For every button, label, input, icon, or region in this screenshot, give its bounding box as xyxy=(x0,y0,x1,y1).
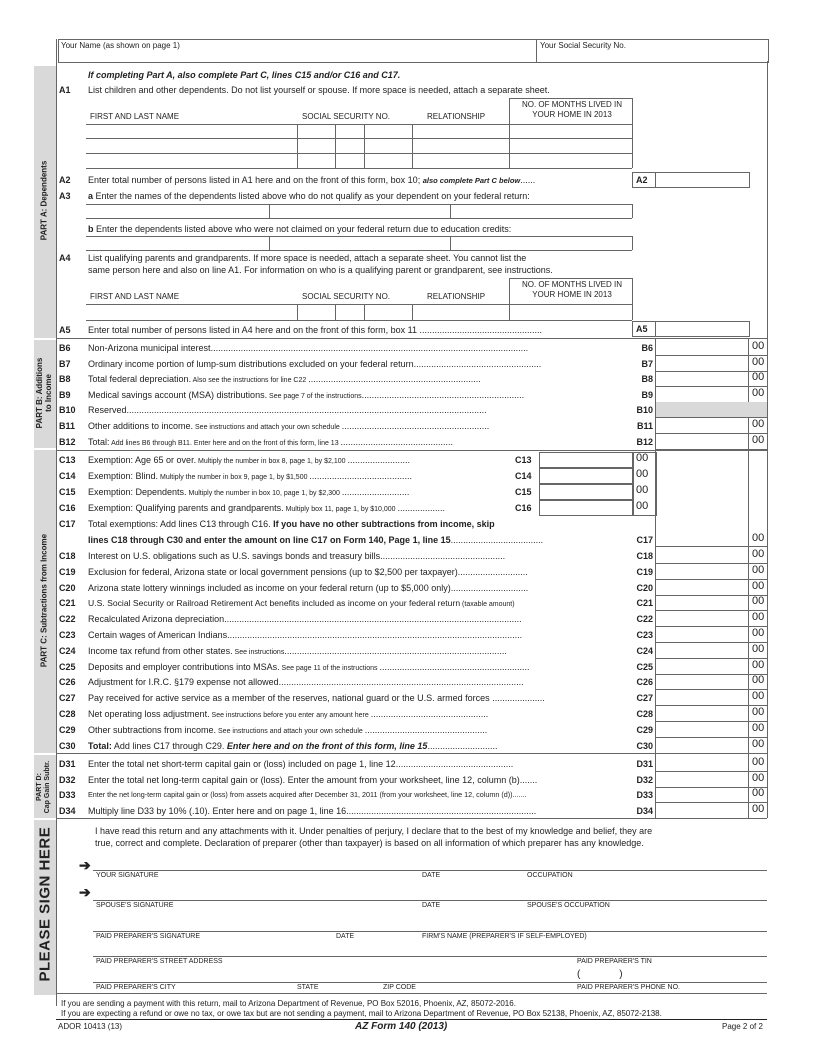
line-amount[interactable] xyxy=(655,674,748,689)
line-amount[interactable] xyxy=(655,643,748,658)
line-cents: 00 xyxy=(752,611,765,624)
line-amount[interactable] xyxy=(655,787,748,802)
line-amount[interactable] xyxy=(655,772,748,787)
line-box-label: B10 xyxy=(636,405,653,416)
line-text: Adjustment for I.R.C. §179 expense not allowed.................................................................................................. xyxy=(88,677,524,688)
line-num: C28 xyxy=(59,709,76,719)
a4-col-name: FIRST AND LAST NAME xyxy=(90,292,180,301)
line-num: C26 xyxy=(59,677,76,688)
line-box-label: C19 xyxy=(636,566,653,577)
line-num: C21 xyxy=(59,598,76,609)
line-num: C20 xyxy=(59,582,76,593)
line-box-label: C28 xyxy=(636,709,653,719)
line-amount[interactable] xyxy=(655,803,748,818)
preparer-signature-label: PAID PREPARER'S SIGNATURE xyxy=(96,933,201,940)
c17-amount[interactable] xyxy=(655,530,748,546)
line-amount[interactable] xyxy=(655,564,748,579)
a5-text: Enter total number of persons listed in A4 here and on the front of this form, box 11 ................................................. xyxy=(88,325,543,335)
part-d-side xyxy=(34,755,56,818)
line-num: C19 xyxy=(59,566,76,577)
line-text: Other subtractions from income. See instructions and attach your own schedule ................................................. xyxy=(88,724,488,735)
part-c-side xyxy=(34,450,56,753)
line-box-label: D34 xyxy=(636,805,653,816)
line-text: Recalculated Arizona depreciation....................................................................................................................... xyxy=(88,614,522,625)
a2-num: A2 xyxy=(59,175,71,185)
line-text: Arizona state lottery winnings included as income on your federal return (up to $5,000 only)............................... xyxy=(88,582,529,593)
line-amount[interactable] xyxy=(655,611,748,626)
a4-col-rel: RELATIONSHIP xyxy=(427,292,486,301)
zip-label: ZIP CODE xyxy=(383,984,416,991)
line-num: C29 xyxy=(59,724,76,735)
line-box-label: C21 xyxy=(636,598,653,609)
line-cents: 00 xyxy=(752,371,765,384)
spouse-occupation-label: SPOUSE'S OCCUPATION xyxy=(527,902,610,909)
line-cents: 00 xyxy=(752,340,765,352)
line-box-label: C26 xyxy=(636,677,653,688)
line-box-label: C20 xyxy=(636,582,653,593)
a5-num: A5 xyxy=(59,325,71,335)
c30-cents: 00 xyxy=(752,738,765,750)
line-text: Exemption: Age 65 or over. Multiply the number in box 8, page 1, by $2,100 ......................... xyxy=(88,455,410,465)
preparer-tin-label: PAID PREPARER'S TIN xyxy=(577,958,652,965)
a2-box[interactable] xyxy=(632,172,750,188)
declaration: I have read this return and any attachments with it. Under penalties of perjury, I declare that to the best of my knowledge and belief, they are true, correct and complete. Declaration of preparer (other than taxpayer) is based on all information of which preparer has any knowledge. xyxy=(95,826,653,848)
a2-box-label: A2 xyxy=(636,175,648,185)
col-months-header: NO. OF MONTHS LIVED IN YOUR HOME IN 2013 xyxy=(521,100,622,119)
line-cents: 00 xyxy=(752,706,765,718)
line-num: B7 xyxy=(59,358,71,369)
a4-text-1: List qualifying parents and grandparents. If more space is needed, attach a separate sheet. You cannot list the xyxy=(88,253,527,263)
line-cents: 00 xyxy=(752,355,765,368)
phone-parens: ( ) xyxy=(577,969,623,980)
line-box-label: C18 xyxy=(636,551,653,561)
preparer-address-label: PAID PREPARER'S STREET ADDRESS xyxy=(96,958,223,965)
your-signature-label: YOUR SIGNATURE xyxy=(96,872,159,879)
line-text: Exemption: Qualifying parents and grandparents. Multiply box 11, page 1, by $10,000 ................... xyxy=(88,503,446,513)
line-cents: 00 xyxy=(636,468,649,480)
line-text: Exemption: Dependents. Multiply the number in box 10, page 1, by $2,300 ........................... xyxy=(88,487,410,497)
a2-text: Enter total number of persons listed in A1 here and on the front of this form, box 10; also complete Part C below...... xyxy=(88,175,536,185)
line-cents: 00 xyxy=(752,579,765,592)
line-num: C23 xyxy=(59,630,76,640)
line-num: D31 xyxy=(59,759,76,769)
name-label: Your Name (as shown on page 1) xyxy=(61,41,180,50)
line-text: Enter the net long-term capital gain or (loss) from assets acquired after December 31, 2011 (from your worksheet, line 12, column (d))....... xyxy=(88,790,527,799)
line-num: B8 xyxy=(59,374,71,385)
line-box-label: C13 xyxy=(515,455,532,465)
part-b-side xyxy=(34,340,56,448)
line-amount[interactable] xyxy=(655,690,748,705)
line-amount[interactable] xyxy=(655,371,748,386)
line-rule xyxy=(655,818,767,819)
form-name: AZ Form 140 (2013) xyxy=(355,1021,448,1032)
line-cents: 00 xyxy=(752,771,765,784)
line-cents: 00 xyxy=(752,756,765,768)
date-label: DATE xyxy=(422,872,441,879)
line-text: Other additions to income. See instructions and attach your own schedule ........................................................... xyxy=(88,421,490,431)
line-amount[interactable] xyxy=(655,659,748,674)
line-num: C25 xyxy=(59,661,76,672)
line-box-label: C25 xyxy=(636,661,653,672)
left-border xyxy=(56,39,57,1006)
line-cents: 00 xyxy=(752,658,765,671)
line-cents: 00 xyxy=(636,484,649,496)
line-box-label: C14 xyxy=(515,471,532,481)
line-cents: 00 xyxy=(752,595,765,608)
line-num: B11 xyxy=(59,421,76,431)
line-cents: 00 xyxy=(636,452,649,464)
a5-box[interactable] xyxy=(632,321,750,337)
col-ssn-header: SOCIAL SECURITY NO. xyxy=(302,112,391,121)
c30-text: Total: Add lines C17 through C29. Enter here and on the front of this form, line 15............................ xyxy=(88,741,498,751)
mail-refund-text: If you are expecting a refund or owe no tax, or owe tax but are not sending a payment, mail to Arizona Department of Revenue, PO Box 52138, Phoenix, AZ, 85072-2138. xyxy=(61,1009,662,1018)
line-text: Certain wages of American Indians...................................................................................................................... xyxy=(88,630,523,640)
exemption-amount[interactable] xyxy=(539,500,634,516)
sign-side xyxy=(34,820,56,995)
line-cents: 00 xyxy=(752,690,765,703)
line-cents: 00 xyxy=(752,548,765,560)
line-num: B10 xyxy=(59,405,76,416)
a3b-text: b Enter the dependents listed above who were not claimed on your federal return due to education credits: xyxy=(88,224,512,234)
part-a-intro: If completing Part A, also complete Part C, lines C15 and/or C16 and C17. xyxy=(88,70,401,80)
line-text: Enter the total net short-term capital gain or (loss) included on page 1, line 12............................................... xyxy=(88,759,514,769)
line-cents: 00 xyxy=(752,563,765,576)
c17-text-2: lines C18 through C30 and enter the amount on line C17 on Form 140, Page 1, line 15..................................... xyxy=(88,535,544,545)
spouse-signature-label: SPOUSE'S SIGNATURE xyxy=(96,902,174,909)
line-box-label: D31 xyxy=(636,759,653,769)
preparer-city-label: PAID PREPARER'S CITY xyxy=(96,984,176,991)
line-box-label: B8 xyxy=(641,374,653,385)
mail-payment-text: If you are sending a payment with this return, mail to Arizona Department of Revenue, PO Box 52016, Phoenix, AZ, 85072-2016. xyxy=(61,999,516,1008)
line-box-label: B11 xyxy=(636,421,653,431)
line-text: Pay received for active service as a member of the reserves, national guard or the U.S. armed forces ..................... xyxy=(88,693,545,704)
line-amount[interactable] xyxy=(655,722,748,737)
line-box-label: D32 xyxy=(636,774,653,785)
line-box-label: C24 xyxy=(636,645,653,656)
line-num: C18 xyxy=(59,551,76,561)
spouse-signature-field[interactable] xyxy=(93,880,413,900)
c30-amount[interactable] xyxy=(655,737,748,753)
c17-num: C17 xyxy=(59,519,76,529)
line-num: C13 xyxy=(59,455,76,465)
a4-text-2: same person here and also on line A1. For information on who is a qualifying parent or grandparent, see instructions. xyxy=(88,265,553,275)
line-amount[interactable] xyxy=(655,580,748,595)
c17-cents: 00 xyxy=(752,532,765,544)
line-amount[interactable] xyxy=(655,627,748,642)
c17-text-1: Total exemptions: Add lines C13 through C16. If you have no other subtractions from income, skip xyxy=(88,519,495,529)
form-id: ADOR 10413 (13) xyxy=(58,1022,123,1031)
a5-box-label: A5 xyxy=(636,324,648,334)
line-text: Exclusion for federal, Arizona state or local government pensions (up to $2,500 per taxpayer)............................ xyxy=(88,566,528,577)
exemption-amount[interactable] xyxy=(539,484,634,500)
line-num: B9 xyxy=(59,389,71,400)
col-rel-header: RELATIONSHIP xyxy=(427,112,486,121)
line-text: Reserved................................................................................................................................................ xyxy=(88,405,487,416)
firm-name-label: FIRM'S NAME (PREPARER'S IF SELF-EMPLOYED) xyxy=(422,933,587,940)
line-num: D32 xyxy=(59,774,76,785)
line-text: Exemption: Blind. Multiply the number in box 9, page 1, by $1,500 ......................................... xyxy=(88,471,412,481)
a1-text: List children and other dependents. Do not list yourself or spouse. If more space is needed, attach a separate sheet. xyxy=(88,85,550,95)
line-text: Multiply line D33 by 10% (.10). Enter here and on page 1, line 16............................................................................ xyxy=(88,805,537,816)
a3-text: a Enter the names of the dependents listed above who do not qualify as your dependent on your federal return: xyxy=(88,191,530,201)
exemption-amount[interactable] xyxy=(539,452,634,468)
line-cents: 00 xyxy=(752,802,765,815)
part-a-side xyxy=(34,66,56,338)
line-amount[interactable] xyxy=(655,387,748,402)
line-cents: 00 xyxy=(752,674,765,687)
line-cents: 00 xyxy=(752,642,765,655)
col-name-header: FIRST AND LAST NAME xyxy=(90,112,180,121)
line-box-label: C22 xyxy=(636,614,653,625)
line-text: Ordinary income portion of lump-sum distributions excluded on your federal return................................................... xyxy=(88,358,542,369)
arrow-icon: ➔ xyxy=(79,857,91,873)
a3-num: A3 xyxy=(59,191,71,201)
line-text: Enter the total net long-term capital gain or (loss). Enter the amount from your worksheet, line 12, column (b)....... xyxy=(88,774,538,785)
a4-num: A4 xyxy=(59,253,71,263)
line-num: B12 xyxy=(59,436,76,447)
occupation-label: OCCUPATION xyxy=(527,872,573,879)
line-num: D34 xyxy=(59,805,76,816)
c17-box-label: C17 xyxy=(636,535,653,545)
line-text: Non-Arizona municipal interest............................................................................................................................... xyxy=(88,343,529,353)
spouse-date-label: DATE xyxy=(422,902,441,909)
line-box-label: B6 xyxy=(641,343,653,353)
a4-col-ssn: SOCIAL SECURITY NO. xyxy=(302,292,391,301)
a4-col-months: NO. OF MONTHS LIVED IN YOUR HOME IN 2013 xyxy=(521,280,622,299)
reserved-shade xyxy=(656,402,767,417)
line-box-label: D33 xyxy=(636,790,653,800)
part-a-side-label: PART A: Dependents xyxy=(39,160,49,241)
line-cents: 00 xyxy=(752,787,765,799)
c30-box-label: C30 xyxy=(636,741,653,751)
line-box-label: C23 xyxy=(636,630,653,640)
part-b-side-label: PART B: Additions to Income xyxy=(35,357,53,429)
line-text: Total: Add lines B6 through B11. Enter here and on the front of this form, line 13 ............................................. xyxy=(88,436,454,447)
line-num: C16 xyxy=(59,503,76,513)
line-text: Interest on U.S. obligations such as U.S. savings bonds and treasury bills.................................................. xyxy=(88,551,506,561)
line-amount[interactable] xyxy=(655,340,748,355)
arrow-icon: ➔ xyxy=(79,884,91,900)
part-c-side-label: PART C: Subtractions from Income xyxy=(39,533,49,668)
line-text: Net operating loss adjustment. See instructions before you enter any amount here ............................................... xyxy=(88,709,489,719)
part-d-side-label: PART D: Cap Gain Subtr. xyxy=(36,760,51,814)
right-border xyxy=(767,61,768,818)
line-box-label: C15 xyxy=(515,487,532,497)
line-cents: 00 xyxy=(752,418,765,430)
line-num: C24 xyxy=(59,645,76,656)
line-text: Deposits and employer contributions into MSAs. See page 11 of the instructions ............................................................ xyxy=(88,661,530,672)
sign-side-label: PLEASE SIGN HERE xyxy=(36,826,54,982)
line-amount[interactable] xyxy=(655,434,748,449)
c30-num: C30 xyxy=(59,741,76,751)
line-num: C27 xyxy=(59,693,76,704)
exemption-amount[interactable] xyxy=(539,468,634,484)
a1-num: A1 xyxy=(59,85,71,95)
preparer-phone-label: PAID PREPARER'S PHONE NO. xyxy=(577,984,680,991)
line-box-label: C16 xyxy=(515,503,532,513)
line-text: Total federal depreciation. Also see the instructions for line C22 ..................................................................... xyxy=(88,374,481,385)
line-rule xyxy=(655,449,767,450)
line-cents: 00 xyxy=(752,386,765,399)
line-text: U.S. Social Security or Railroad Retirement Act benefits included as income on your federal return (taxable amount) xyxy=(88,598,515,609)
line-num: C14 xyxy=(59,471,76,481)
line-amount[interactable] xyxy=(655,595,748,610)
line-box-label: C29 xyxy=(636,724,653,735)
line-cents: 00 xyxy=(752,627,765,639)
line-amount[interactable] xyxy=(655,418,748,433)
line-text: Medical savings account (MSA) distributions. See page 7 of the instructions................................................................. xyxy=(88,389,525,400)
line-num: C22 xyxy=(59,614,76,625)
preparer-date-label: DATE xyxy=(336,933,355,940)
line-amount[interactable] xyxy=(655,706,748,721)
line-num: C15 xyxy=(59,487,76,497)
line-amount[interactable] xyxy=(655,548,748,563)
line-cents: 00 xyxy=(752,433,765,446)
line-num: D33 xyxy=(59,790,76,800)
line-cents: 00 xyxy=(636,500,649,512)
line-box-label: B12 xyxy=(636,436,653,447)
line-box-label: B7 xyxy=(641,358,653,369)
your-signature-field[interactable] xyxy=(93,850,413,870)
line-amount[interactable] xyxy=(655,356,748,371)
exemption-cents-col xyxy=(632,452,657,516)
line-amount[interactable] xyxy=(655,756,748,771)
line-text: Income tax refund from other states. See instructions......................................................................................... xyxy=(88,645,507,656)
line-box-label: C27 xyxy=(636,693,653,704)
page-number: Page 2 of 2 xyxy=(722,1022,763,1031)
state-label: STATE xyxy=(297,984,319,991)
line-box-label: B9 xyxy=(641,389,653,400)
line-cents: 00 xyxy=(752,721,765,734)
line-num: B6 xyxy=(59,343,71,353)
ssn-label: Your Social Security No. xyxy=(540,41,626,50)
